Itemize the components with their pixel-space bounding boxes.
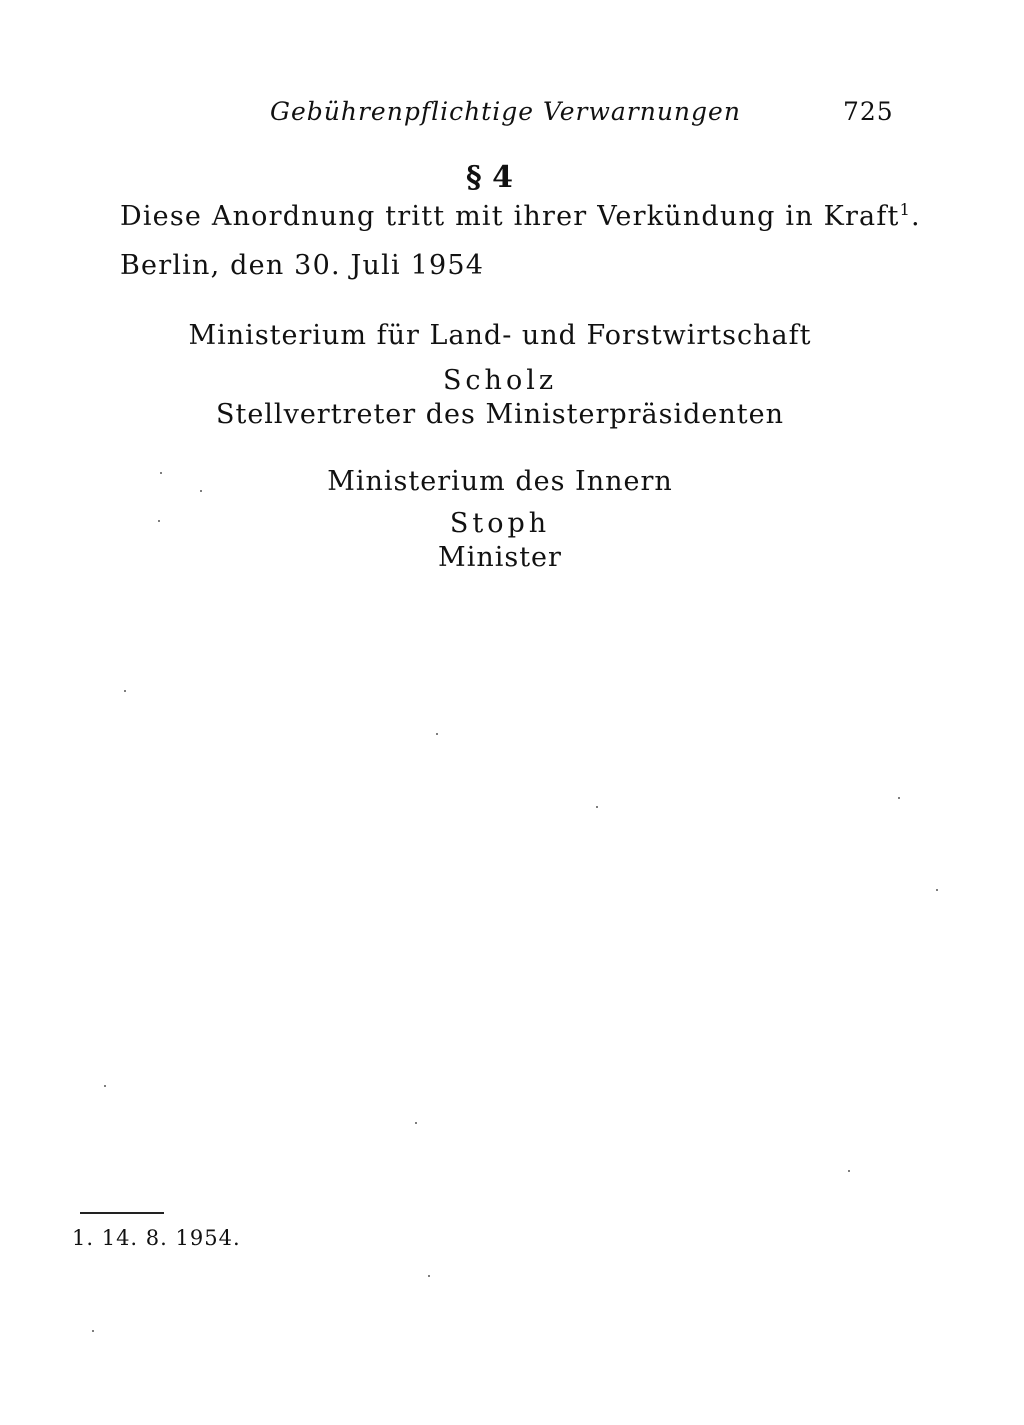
date-line: Berlin, den 30. Juli 1954 bbox=[120, 250, 485, 281]
page-number: 725 bbox=[843, 97, 894, 126]
scan-speck bbox=[428, 1275, 430, 1277]
footnote-rule bbox=[80, 1212, 164, 1214]
scan-speck bbox=[160, 472, 162, 474]
scan-speck bbox=[92, 1330, 94, 1332]
scan-speck bbox=[200, 490, 202, 492]
section-text-body: Diese Anordnung tritt mit ihrer Verkündung in Kraft bbox=[120, 201, 900, 232]
section-text-end: . bbox=[910, 201, 921, 232]
scan-speck bbox=[158, 520, 160, 522]
signature-ministry-2: Ministerium des Innern bbox=[327, 466, 673, 497]
signature-title-1: Stellvertreter des Ministerpräsidenten bbox=[215, 399, 785, 430]
scan-speck bbox=[436, 733, 438, 735]
scan-speck bbox=[936, 889, 938, 891]
scan-speck bbox=[848, 1170, 850, 1172]
scan-speck bbox=[596, 806, 598, 808]
signature-name-2: Stoph bbox=[449, 508, 551, 539]
signature-ministry-1: Ministerium für Land- und Forstwirtschaft bbox=[188, 320, 812, 351]
section-text bbox=[120, 201, 921, 232]
footnote: 1. 14. 8. 1954. bbox=[72, 1226, 241, 1250]
running-title: Gebührenpflichtige Verwarnungen bbox=[270, 97, 741, 126]
scan-speck bbox=[415, 1122, 417, 1124]
section-heading: § 4 bbox=[466, 160, 514, 195]
scan-speck bbox=[898, 797, 900, 799]
scan-speck bbox=[104, 1085, 106, 1087]
signature-title-2: Minister bbox=[438, 542, 562, 573]
footnote-reference: 1 bbox=[899, 200, 911, 219]
signature-name-1: Scholz bbox=[442, 365, 558, 396]
scan-speck bbox=[124, 690, 126, 692]
